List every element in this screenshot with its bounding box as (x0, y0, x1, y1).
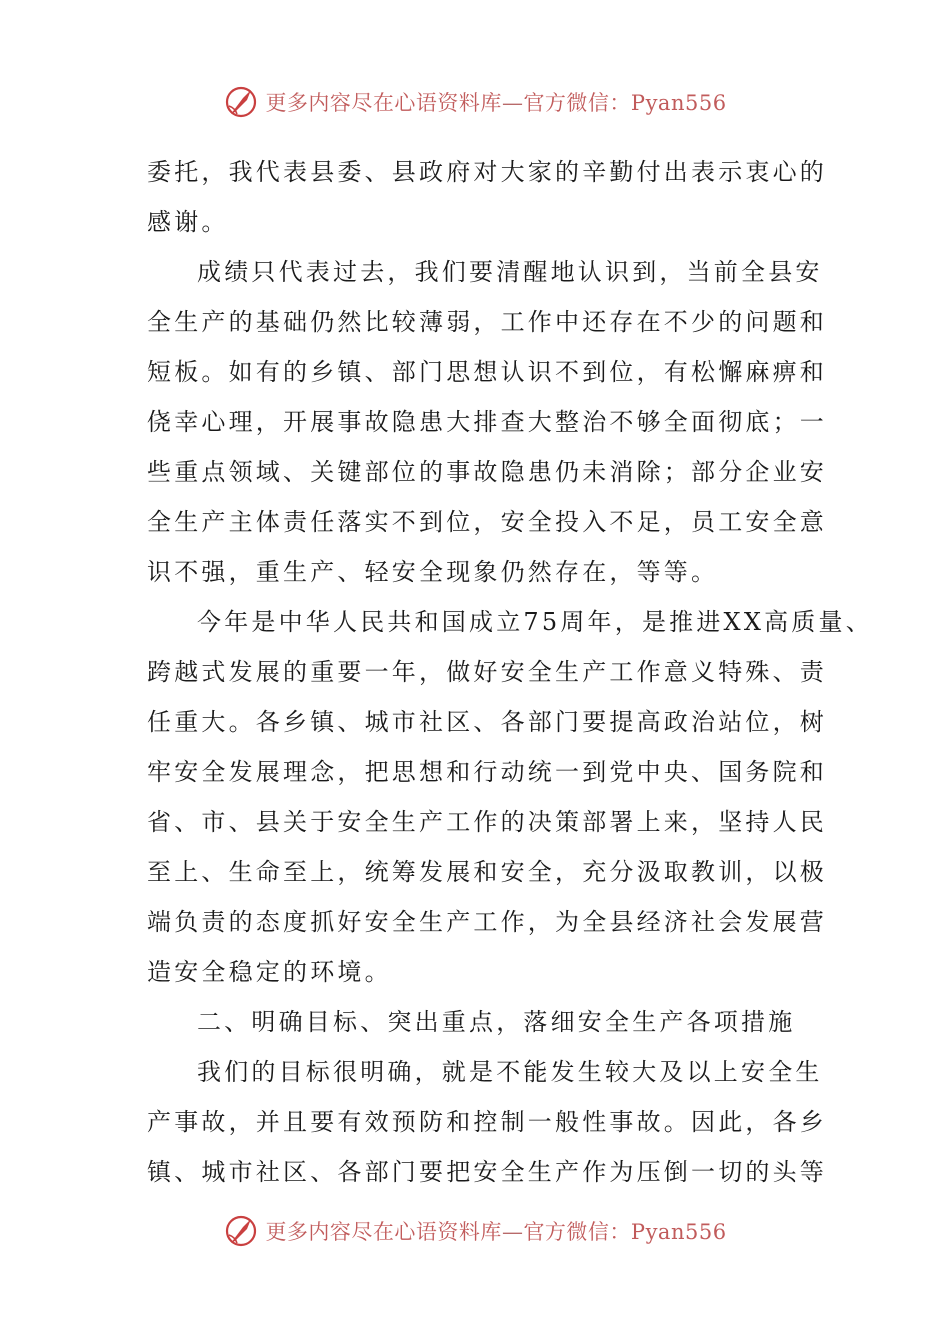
header-site-text: 更多内容尽在心语资料库 (265, 91, 502, 115)
body-line: 产事故，并且要有效预防和控制一般性事故。因此，各乡 (147, 1108, 827, 1136)
body-line: 识不强，重生产、轻安全现象仍然存在，等等。 (147, 558, 719, 586)
body-line: 省、市、县关于安全生产工作的决策部署上来，坚持人民 (147, 808, 827, 836)
paragraph-start-line: 今年是中华人民共和国成立75周年，是推进XX高质量、 (197, 608, 873, 636)
document-body (147, 147, 873, 1197)
body-line: 短板。如有的乡镇、部门思想认识不到位，有松懈麻痹和 (147, 358, 827, 386)
body-line: 委托，我代表县委、县政府对大家的辛勤付出表示衷心的 (147, 158, 827, 186)
quill-pen-logo-icon (223, 84, 259, 120)
body-line: 感谢。 (147, 208, 229, 236)
header-banner-text (265, 87, 726, 117)
section-heading: 二、明确目标、突出重点，落细安全生产各项措施 (197, 1008, 796, 1036)
body-line: 跨越式发展的重要一年，做好安全生产工作意义特殊、责 (147, 658, 827, 686)
header-wechat-text: 官方微信：Pyan556 (523, 91, 727, 115)
body-line: 造安全稳定的环境。 (147, 958, 392, 986)
body-line: 全生产的基础仍然比较薄弱，工作中还存在不少的问题和 (147, 308, 827, 336)
paragraph-start-line: 我们的目标很明确，就是不能发生较大及以上安全生 (197, 1058, 823, 1086)
body-line: 镇、城市社区、各部门要把安全生产作为压倒一切的头等 (147, 1158, 827, 1186)
body-line: 至上、生命至上，统筹发展和安全，充分汲取教训，以极 (147, 858, 827, 886)
body-line: 任重大。各乡镇、城市社区、各部门要提高政治站位，树 (147, 708, 827, 736)
header-separator: — (501, 91, 524, 115)
body-line: 侥幸心理，开展事故隐患大排查大整治不够全面彻底；一 (147, 408, 827, 436)
body-line: 牢安全发展理念，把思想和行动统一到党中央、国务院和 (147, 758, 827, 786)
footer-banner-text (265, 1216, 726, 1246)
footer-separator: — (501, 1220, 524, 1244)
footer-site-text: 更多内容尽在心语资料库 (265, 1220, 502, 1244)
body-line: 端负责的态度抓好安全生产工作，为全县经济社会发展营 (147, 908, 827, 936)
body-line: 些重点领域、关键部位的事故隐患仍未消除；部分企业安 (147, 458, 827, 486)
paragraph-start-line: 成绩只代表过去，我们要清醒地认识到，当前全县安 (197, 258, 823, 286)
header-banner (0, 82, 950, 122)
quill-pen-logo-icon (223, 1213, 259, 1249)
footer-wechat-text: 官方微信：Pyan556 (523, 1220, 727, 1244)
body-line: 全生产主体责任落实不到位，安全投入不足，员工安全意 (147, 508, 827, 536)
footer-banner (0, 1211, 950, 1251)
